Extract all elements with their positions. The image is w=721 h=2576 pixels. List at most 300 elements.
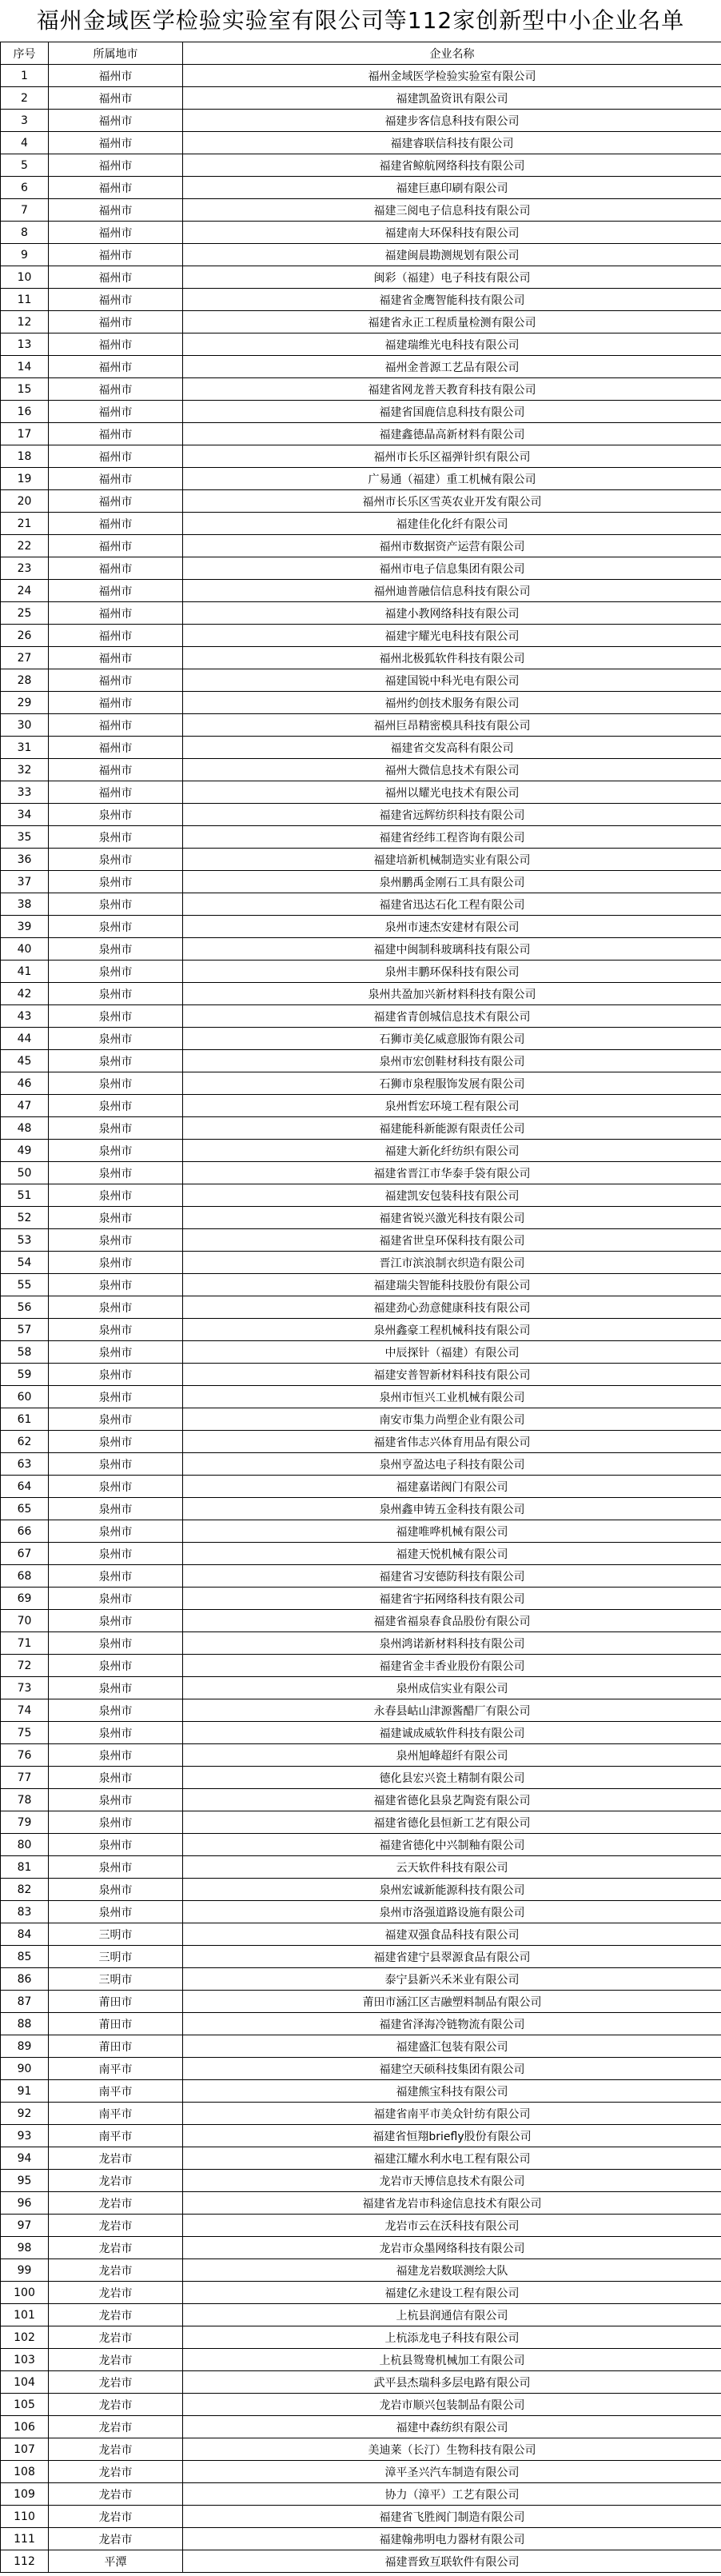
cell-company: 泉州鑫豪工程机械科技有限公司 [183,1319,721,1341]
cell-city: 龙岩市 [49,2394,183,2416]
cell-city: 三明市 [49,1968,183,1991]
cell-city: 龙岩市 [49,2461,183,2483]
table-row [1,535,721,557]
cell-city: 福州市 [49,110,183,132]
cell-serial: 84 [1,1923,49,1946]
cell-serial: 66 [1,1520,49,1543]
table-row [1,2192,721,2215]
cell-serial: 88 [1,2013,49,2035]
table-row [1,1811,721,1834]
cell-serial: 1 [1,65,49,87]
table-row [1,1767,721,1789]
cell-company: 福建省世皇环保科技有限公司 [183,1229,721,1252]
cell-company: 莆田市涵江区吉融塑料制品有限公司 [183,1991,721,2013]
cell-company: 福建睿联信科技有限公司 [183,132,721,154]
cell-city: 泉州市 [49,1431,183,1453]
cell-company: 福建省金丰香业股份有限公司 [183,1655,721,1677]
cell-serial: 67 [1,1543,49,1565]
cell-company: 龙岩市众墨网络科技有限公司 [183,2237,721,2259]
cell-city: 泉州市 [49,1028,183,1050]
cell-serial: 10 [1,266,49,289]
table-row [1,1588,721,1610]
cell-company: 泰宁县新兴禾米业有限公司 [183,1968,721,1991]
cell-city: 泉州市 [49,1901,183,1923]
cell-company: 福建劲心劲意健康科技有限公司 [183,1296,721,1319]
table-row [1,1229,721,1252]
cell-company: 泉州市恒兴工业机械有限公司 [183,1386,721,1408]
cell-serial: 76 [1,1744,49,1767]
cell-company: 泉州哲宏环境工程有限公司 [183,1095,721,1117]
header-serial: 序号 [1,42,49,65]
cell-serial: 6 [1,177,49,199]
cell-city: 泉州市 [49,1543,183,1565]
table-row [1,983,721,1005]
table-row [1,468,721,490]
cell-city: 泉州市 [49,1677,183,1699]
table-row [1,2259,721,2282]
table-row [1,2237,721,2259]
cell-city: 泉州市 [49,1095,183,1117]
cell-company: 龙岩市顺兴包装制品有限公司 [183,2394,721,2416]
table-row [1,1923,721,1946]
table-row [1,2550,721,2573]
cell-city: 福州市 [49,625,183,647]
table-row [1,737,721,759]
cell-city: 三明市 [49,1923,183,1946]
cell-serial: 60 [1,1386,49,1408]
cell-city: 泉州市 [49,1789,183,1811]
cell-city: 平潭 [49,2550,183,2573]
cell-city: 泉州市 [49,1364,183,1386]
cell-company: 福建省南平市美众针纺有限公司 [183,2103,721,2125]
table-row [1,1744,721,1767]
cell-city: 泉州市 [49,1184,183,1207]
cell-city: 福州市 [49,244,183,266]
cell-city: 龙岩市 [49,2259,183,2282]
cell-city: 福州市 [49,378,183,401]
table-row [1,1677,721,1699]
cell-city: 泉州市 [49,1632,183,1655]
cell-company: 福建省经纬工程咨询有限公司 [183,826,721,849]
table-row [1,1274,721,1296]
cell-serial: 31 [1,737,49,759]
cell-company: 福州市长乐区雪英农业开发有限公司 [183,490,721,513]
cell-serial: 104 [1,2371,49,2394]
table-row [1,1543,721,1565]
cell-serial: 65 [1,1498,49,1520]
cell-company: 福建凯安包装科技有限公司 [183,1184,721,1207]
cell-city: 龙岩市 [49,2528,183,2550]
cell-company: 福建凯盈资讯有限公司 [183,87,721,110]
cell-serial: 110 [1,2506,49,2528]
table-row [1,1856,721,1879]
cell-company: 泉州成信实业有限公司 [183,1677,721,1699]
cell-serial: 64 [1,1476,49,1498]
table-row [1,916,721,938]
cell-city: 福州市 [49,759,183,781]
cell-serial: 106 [1,2416,49,2438]
table-row [1,2371,721,2394]
cell-serial: 47 [1,1095,49,1117]
cell-serial: 109 [1,2483,49,2506]
cell-serial: 15 [1,378,49,401]
cell-company: 福建天悦机械有限公司 [183,1543,721,1565]
cell-serial: 61 [1,1408,49,1431]
cell-company: 龙岩市天博信息技术有限公司 [183,2170,721,2192]
header-company: 企业名称 [183,42,721,65]
table-row [1,132,721,154]
cell-city: 泉州市 [49,1050,183,1072]
cell-city: 泉州市 [49,1005,183,1028]
cell-city: 龙岩市 [49,2416,183,2438]
table-row [1,1476,721,1498]
cell-serial: 45 [1,1050,49,1072]
cell-city: 泉州市 [49,1453,183,1476]
cell-company: 福建亿永建设工程有限公司 [183,2282,721,2304]
cell-serial: 29 [1,692,49,714]
cell-company: 福建龙岩数联测绘大队 [183,2259,721,2282]
cell-company: 福建熊宝科技有限公司 [183,2080,721,2103]
table-row [1,490,721,513]
table-row [1,378,721,401]
table-row [1,1520,721,1543]
cell-city: 泉州市 [49,1498,183,1520]
cell-serial: 25 [1,602,49,625]
cell-serial: 37 [1,871,49,893]
cell-city: 龙岩市 [49,2237,183,2259]
table-row [1,289,721,311]
cell-company: 福建三阅电子信息科技有限公司 [183,199,721,222]
cell-company: 福建步客信息科技有限公司 [183,110,721,132]
table-row [1,938,721,961]
cell-city: 莆田市 [49,1991,183,2013]
cell-serial: 101 [1,2304,49,2326]
table-row [1,2483,721,2506]
cell-city: 泉州市 [49,1879,183,1901]
cell-city: 泉州市 [49,1722,183,1744]
cell-serial: 14 [1,356,49,378]
cell-company: 福建省锐兴激光科技有限公司 [183,1207,721,1229]
cell-company: 福建佳化化纤有限公司 [183,513,721,535]
cell-city: 泉州市 [49,983,183,1005]
cell-city: 龙岩市 [49,2371,183,2394]
cell-serial: 95 [1,2170,49,2192]
cell-serial: 24 [1,580,49,602]
cell-serial: 89 [1,2035,49,2058]
cell-city: 福州市 [49,333,183,356]
table-row [1,2215,721,2237]
table-row [1,1184,721,1207]
cell-city: 南平市 [49,2103,183,2125]
cell-company: 泉州鹏禹金刚石工具有限公司 [183,871,721,893]
cell-city: 泉州市 [49,1588,183,1610]
cell-company: 福州大微信息技术有限公司 [183,759,721,781]
cell-serial: 50 [1,1162,49,1184]
cell-serial: 100 [1,2282,49,2304]
cell-city: 泉州市 [49,1207,183,1229]
cell-company: 福建省宇拓网络科技有限公司 [183,1588,721,1610]
cell-serial: 97 [1,2215,49,2237]
cell-company: 福建省建宁县翠源食品有限公司 [183,1946,721,1968]
cell-company: 福建省国鹿信息科技有限公司 [183,401,721,423]
cell-serial: 74 [1,1699,49,1722]
cell-company: 上杭县润通信有限公司 [183,2304,721,2326]
cell-company: 德化县宏兴瓷土精制有限公司 [183,1767,721,1789]
cell-city: 莆田市 [49,2035,183,2058]
cell-city: 泉州市 [49,1744,183,1767]
table-row [1,2013,721,2035]
cell-company: 福建省福泉春食品股份有限公司 [183,1610,721,1632]
cell-city: 福州市 [49,445,183,468]
cell-company: 福建诚成威软件科技有限公司 [183,1722,721,1744]
cell-company: 泉州丰鹏环保科技有限公司 [183,961,721,983]
cell-city: 福州市 [49,602,183,625]
cell-company: 福建省德化中兴制釉有限公司 [183,1834,721,1856]
cell-city: 泉州市 [49,1699,183,1722]
cell-city: 泉州市 [49,1565,183,1588]
cell-city: 泉州市 [49,1319,183,1341]
cell-serial: 71 [1,1632,49,1655]
cell-serial: 93 [1,2125,49,2147]
cell-serial: 55 [1,1274,49,1296]
cell-company: 福州北极狐软件科技有限公司 [183,647,721,669]
cell-serial: 22 [1,535,49,557]
cell-city: 泉州市 [49,1072,183,1095]
cell-city: 福州市 [49,311,183,333]
cell-company: 中辰探针（福建）有限公司 [183,1341,721,1364]
table-row [1,602,721,625]
cell-company: 泉州市速杰安建材有限公司 [183,916,721,938]
table-row [1,65,721,87]
cell-company: 武平县杰瑞科多层电路有限公司 [183,2371,721,2394]
cell-company: 福建瑞维光电科技有限公司 [183,333,721,356]
cell-serial: 72 [1,1655,49,1677]
cell-company: 福建省德化县恒新工艺有限公司 [183,1811,721,1834]
table-row [1,1632,721,1655]
cell-company: 福建国锐中科光电有限公司 [183,669,721,692]
cell-company: 泉州亨盈达电子科技有限公司 [183,1453,721,1476]
cell-city: 泉州市 [49,1162,183,1184]
table-row [1,1565,721,1588]
cell-city: 泉州市 [49,1386,183,1408]
cell-serial: 41 [1,961,49,983]
cell-company: 福建省网龙普天教育科技有限公司 [183,378,721,401]
cell-company: 福建省恒翔briefly股份有限公司 [183,2125,721,2147]
table-body [1,65,721,2573]
table-row [1,177,721,199]
cell-company: 福建中森纺织有限公司 [183,2416,721,2438]
cell-serial: 51 [1,1184,49,1207]
cell-company: 福建培新机械制造实业有限公司 [183,849,721,871]
table-row [1,2147,721,2170]
cell-city: 泉州市 [49,961,183,983]
cell-city: 南平市 [49,2080,183,2103]
cell-company: 协力（漳平）工艺有限公司 [183,2483,721,2506]
cell-city: 泉州市 [49,1811,183,1834]
cell-city: 福州市 [49,535,183,557]
table-row [1,1296,721,1319]
cell-company: 晋江市滨浪制衣织造有限公司 [183,1252,721,1274]
cell-company: 福建省远辉纺织科技有限公司 [183,804,721,826]
table-row [1,445,721,468]
table-row [1,1341,721,1364]
table-row [1,1879,721,1901]
table-row [1,1252,721,1274]
cell-company: 福建晋致互联软件有限公司 [183,2550,721,2573]
cell-serial: 42 [1,983,49,1005]
table-row [1,1722,721,1744]
cell-company: 福建巨惠印刷有限公司 [183,177,721,199]
cell-company: 福建鑫德晶高新材料有限公司 [183,423,721,445]
cell-city: 龙岩市 [49,2304,183,2326]
cell-company: 福建宇耀光电科技有限公司 [183,625,721,647]
cell-city: 泉州市 [49,938,183,961]
table-row [1,2438,721,2461]
cell-company: 福建省德化县泉艺陶瓷有限公司 [183,1789,721,1811]
cell-serial: 81 [1,1856,49,1879]
cell-serial: 99 [1,2259,49,2282]
cell-serial: 82 [1,1879,49,1901]
table-row [1,2080,721,2103]
cell-company: 福建省迅达石化工程有限公司 [183,893,721,916]
cell-serial: 13 [1,333,49,356]
table-row [1,1117,721,1140]
table-row [1,1140,721,1162]
cell-serial: 4 [1,132,49,154]
cell-city: 福州市 [49,669,183,692]
table-row [1,826,721,849]
cell-city: 泉州市 [49,1520,183,1543]
table-row [1,1319,721,1341]
cell-company: 泉州宏诚新能源科技有限公司 [183,1879,721,1901]
table-row [1,1050,721,1072]
cell-company: 泉州鸿诺新材料科技有限公司 [183,1632,721,1655]
table-row [1,1162,721,1184]
cell-serial: 112 [1,2550,49,2573]
cell-city: 福州市 [49,65,183,87]
cell-company: 永春县岵山津源酱醋厂有限公司 [183,1699,721,1722]
table-row [1,1498,721,1520]
cell-serial: 73 [1,1677,49,1699]
cell-serial: 96 [1,2192,49,2215]
cell-company: 福州金普源工艺品有限公司 [183,356,721,378]
table-row [1,2506,721,2528]
cell-city: 福州市 [49,289,183,311]
cell-city: 福州市 [49,266,183,289]
cell-city: 泉州市 [49,1408,183,1431]
table-row [1,2461,721,2483]
cell-company: 泉州市洛强道路设施有限公司 [183,1901,721,1923]
table-row [1,1005,721,1028]
cell-serial: 102 [1,2326,49,2349]
cell-serial: 70 [1,1610,49,1632]
cell-serial: 77 [1,1767,49,1789]
cell-serial: 21 [1,513,49,535]
table-row [1,714,721,737]
table-row [1,244,721,266]
cell-serial: 12 [1,311,49,333]
table-row [1,423,721,445]
table-row [1,669,721,692]
cell-serial: 27 [1,647,49,669]
cell-serial: 80 [1,1834,49,1856]
cell-serial: 18 [1,445,49,468]
table-row [1,893,721,916]
cell-serial: 57 [1,1319,49,1341]
cell-company: 闽彩（福建）电子科技有限公司 [183,266,721,289]
cell-serial: 44 [1,1028,49,1050]
cell-company: 福建闽晨勘测规划有限公司 [183,244,721,266]
cell-serial: 38 [1,893,49,916]
header-city: 所属地市 [49,42,183,65]
cell-company: 福建省伟志兴体育用品有限公司 [183,1431,721,1453]
cell-serial: 28 [1,669,49,692]
cell-serial: 34 [1,804,49,826]
table-row [1,2035,721,2058]
cell-serial: 26 [1,625,49,647]
cell-city: 龙岩市 [49,2192,183,2215]
cell-company: 福建安普智新材料科技有限公司 [183,1364,721,1386]
table-row [1,2282,721,2304]
cell-serial: 30 [1,714,49,737]
cell-company: 泉州旭峰超纤有限公司 [183,1744,721,1767]
cell-city: 泉州市 [49,1252,183,1274]
table-row [1,625,721,647]
cell-company: 福建小教网络科技有限公司 [183,602,721,625]
cell-company: 福建中闽制科玻璃科技有限公司 [183,938,721,961]
table-row [1,222,721,244]
cell-serial: 39 [1,916,49,938]
cell-company: 石狮市美亿威意服饰有限公司 [183,1028,721,1050]
cell-city: 南平市 [49,2058,183,2080]
cell-city: 泉州市 [49,826,183,849]
enterprise-table [0,42,721,2573]
cell-serial: 20 [1,490,49,513]
cell-city: 泉州市 [49,849,183,871]
cell-company: 南安市集力尚塑企业有限公司 [183,1408,721,1431]
table-row [1,1991,721,2013]
cell-company: 美迪莱（长汀）生物科技有限公司 [183,2438,721,2461]
cell-company: 漳平圣兴汽车制造有限公司 [183,2461,721,2483]
cell-city: 福州市 [49,401,183,423]
cell-serial: 43 [1,1005,49,1028]
table-row [1,580,721,602]
cell-serial: 107 [1,2438,49,2461]
table-row [1,1968,721,1991]
table-row [1,266,721,289]
cell-city: 泉州市 [49,1655,183,1677]
cell-city: 泉州市 [49,1296,183,1319]
cell-serial: 111 [1,2528,49,2550]
cell-city: 龙岩市 [49,2170,183,2192]
cell-company: 福建省交发高科有限公司 [183,737,721,759]
cell-company: 福州巨昂精密模具科技有限公司 [183,714,721,737]
table-row [1,356,721,378]
cell-serial: 62 [1,1431,49,1453]
cell-city: 泉州市 [49,804,183,826]
table-row [1,1095,721,1117]
cell-serial: 8 [1,222,49,244]
table-row [1,401,721,423]
table-row [1,1207,721,1229]
cell-city: 龙岩市 [49,2438,183,2461]
cell-city: 龙岩市 [49,2506,183,2528]
cell-company: 福建省龙岩市科途信息技术有限公司 [183,2192,721,2215]
cell-serial: 103 [1,2349,49,2371]
table-row [1,1072,721,1095]
cell-serial: 5 [1,154,49,177]
cell-company: 福建江耀水利水电工程有限公司 [183,2147,721,2170]
